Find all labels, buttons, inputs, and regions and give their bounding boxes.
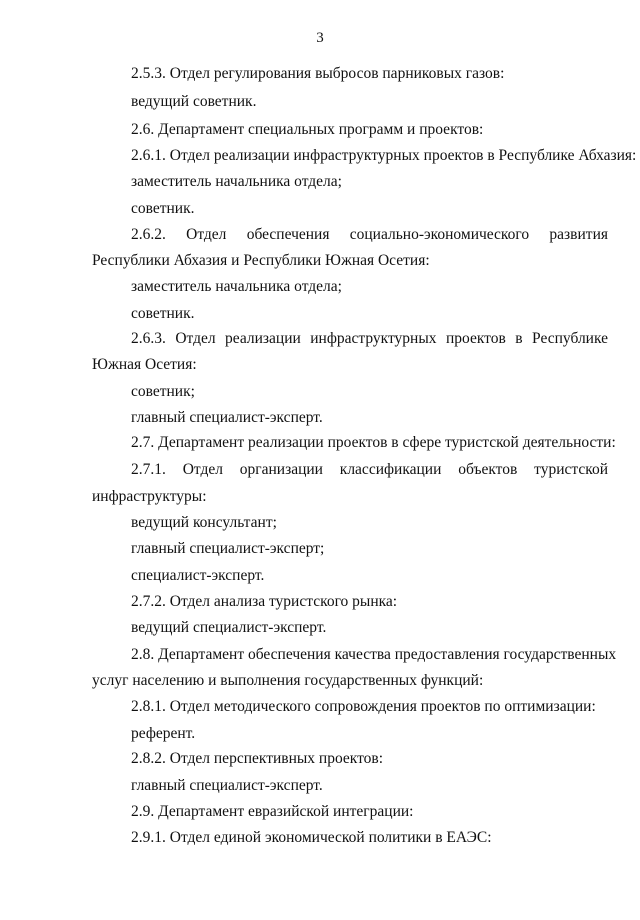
section-2-8-2: 2.8.2. Отдел перспективных проектов:: [131, 750, 384, 767]
section-2-7-1: 2.7.1. Отдел организации классификации объектов туристской: [131, 461, 608, 478]
position-line: главный специалист-эксперт;: [131, 540, 325, 557]
section-2-7-1-continued: инфраструктуры:: [92, 488, 207, 505]
section-2-6-3-continued: Южная Осетия:: [92, 356, 197, 373]
position-line: советник.: [131, 200, 195, 217]
section-2-6: 2.6. Департамент специальных программ и проектов:: [131, 121, 484, 138]
section-2-7-2: 2.7.2. Отдел анализа туристского рынка:: [131, 593, 398, 610]
section-2-6-1: 2.6.1. Отдел реализации инфраструктурных проектов в Республике Абхазия:: [131, 147, 637, 164]
position-line: заместитель начальника отдела;: [131, 173, 342, 190]
section-2-6-2: 2.6.2. Отдел обеспечения социально-экономического развития: [131, 226, 608, 243]
position-line: заместитель начальника отдела;: [131, 278, 342, 295]
section-2-7: 2.7. Департамент реализации проектов в сфере туристской деятельности:: [131, 434, 616, 451]
position-line: референт.: [131, 725, 196, 742]
section-2-8: 2.8. Департамент обеспечения качества предоставления государственных: [131, 646, 617, 663]
section-2-8-1: 2.8.1. Отдел методического сопровождения проектов по оптимизации:: [131, 698, 596, 715]
section-2-8-continued: услуг населению и выполнения государственных функций:: [92, 672, 484, 689]
position-line: главный специалист-эксперт.: [131, 409, 323, 426]
position-line: ведущий советник.: [131, 93, 257, 110]
position-line: советник.: [131, 305, 195, 322]
section-2-6-3: 2.6.3. Отдел реализации инфраструктурных проектов в Республике: [131, 330, 608, 347]
section-2-5-3: 2.5.3. Отдел регулирования выбросов парниковых газов:: [131, 65, 505, 82]
position-line: специалист-эксперт.: [131, 567, 265, 584]
position-line: советник;: [131, 383, 195, 400]
position-line: ведущий консультант;: [131, 514, 277, 531]
position-line: ведущий специалист-эксперт.: [131, 619, 327, 636]
section-2-9: 2.9. Департамент евразийской интеграции:: [131, 803, 414, 820]
section-2-6-2-continued: Республики Абхазия и Республики Южная Осетия:: [92, 252, 430, 269]
page-number: 3: [316, 30, 324, 46]
section-2-9-1: 2.9.1. Отдел единой экономической политики в ЕАЭС:: [131, 829, 492, 846]
position-line: главный специалист-эксперт.: [131, 777, 323, 794]
